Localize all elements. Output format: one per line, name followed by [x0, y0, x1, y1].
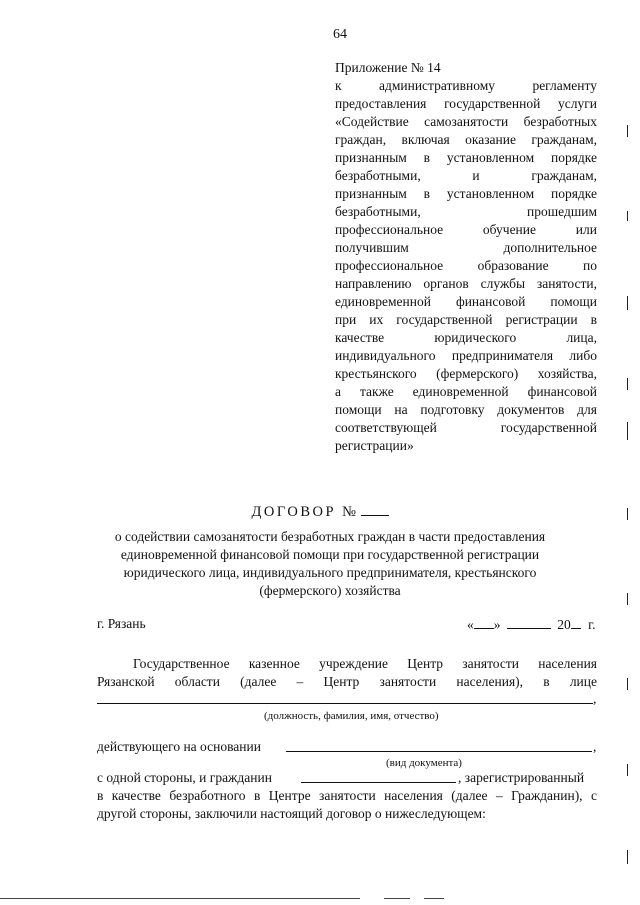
appendix-line: единовременной финансовой помощи: [335, 294, 597, 309]
day-blank: [474, 615, 494, 629]
subject-line: о содействии самозанятости безработных граждан в части предоставления: [114, 529, 546, 544]
year-blank: [571, 615, 581, 629]
appendix-line: направлению органов службы занятости,: [335, 276, 597, 291]
contract-subject: [80, 528, 580, 600]
scan-margin-mark: [627, 764, 628, 776]
scan-margin-mark: [627, 508, 628, 520]
scan-margin-mark: [627, 125, 628, 137]
citizen-name-fill-line: [301, 782, 456, 783]
contract-title-text: ДОГОВОР №: [251, 504, 359, 520]
comma: ,: [593, 691, 597, 706]
appendix-line: крестьянского (фермерского) хозяйства,: [335, 366, 597, 381]
page-number: 64: [333, 27, 347, 42]
body-line-1: Государственное казенное учреждение Центр занятости населения: [133, 656, 597, 671]
year-suffix: г.: [588, 617, 596, 632]
subject-line: юридического лица, индивидуального предпринимателя, крестьянского: [123, 565, 537, 580]
appendix-line: при их государственной регистрации в: [335, 312, 597, 327]
appendix-line: соответствующей государственной: [335, 420, 597, 435]
contract-city: г. Рязань: [97, 616, 146, 631]
appendix-line: признанным в установленном порядке: [335, 150, 597, 165]
month-blank: [507, 615, 551, 629]
body-line-5: в качестве безработного в Центре занятости населения (далее – Гражданин), с: [97, 788, 597, 803]
contract-head: [0, 501, 640, 521]
scan-margin-mark: [627, 378, 628, 390]
appendix-line: безработными, и гражданам,: [335, 168, 597, 183]
appendix-line: а также единовременной финансовой: [335, 384, 597, 399]
scan-margin-mark: [627, 296, 628, 310]
scan-margin-mark: [627, 422, 628, 440]
appendix-line: предоставления государственной услуги: [335, 96, 597, 111]
body-line-2: Рязанской области (далее – Центр занятости населения), в лице: [97, 674, 597, 689]
scan-margin-mark: [627, 211, 628, 221]
representative-fill-line: [97, 703, 593, 704]
appendix-line: к административному регламенту: [335, 78, 597, 93]
body-line-6: другой стороны, заключили настоящий договор о нижеследующем:: [97, 806, 486, 821]
scan-bottom-rule: [424, 898, 444, 899]
appendix-line: профессиональное образование по: [335, 258, 597, 273]
appendix-line: граждан, включая оказание гражданам,: [335, 132, 597, 147]
comma: ,: [593, 739, 597, 754]
acting-basis-fill-line: [286, 751, 592, 752]
appendix-line: получившим дополнительное: [335, 240, 597, 255]
appendix-line: признанным в установленном порядке: [335, 186, 597, 201]
appendix-line: профессиональное обучение или: [335, 222, 597, 237]
citizen-suffix: , зарегистрированный: [458, 770, 585, 785]
contract-number-blank: [361, 501, 389, 516]
subject-line: единовременной финансовой помощи при государственной регистрации: [120, 547, 540, 562]
scan-margin-mark: [627, 678, 628, 690]
subject-line: (фермерского) хозяйства: [259, 583, 401, 598]
appendix-line: «Содействие самозанятости безработных: [335, 114, 597, 129]
appendix-line: регистрации»: [335, 438, 414, 453]
appendix-line: индивидуального предпринимателя либо: [335, 348, 597, 363]
appendix-block: [335, 59, 597, 455]
scan-margin-mark: [627, 850, 628, 864]
contract-title: [251, 504, 388, 520]
citizen-prefix: с одной стороны, и гражданин: [97, 770, 272, 785]
document-type-hint: (вид документа): [386, 757, 462, 769]
year-prefix: 20: [557, 617, 571, 632]
appendix-title: Приложение № 14: [335, 60, 441, 75]
appendix-line: безработными, прошедшим: [335, 204, 597, 219]
scan-margin-mark: [627, 593, 628, 605]
scan-bottom-rule: [384, 898, 410, 899]
contract-date: [467, 615, 596, 634]
representative-hint: (должность, фамилия, имя, отчество): [264, 710, 439, 722]
appendix-line: качестве юридического лица,: [335, 330, 597, 345]
date-close-quote: »: [493, 617, 501, 632]
date-open-quote: «: [467, 617, 474, 632]
appendix-line: помощи на подготовку документов для: [335, 402, 597, 417]
acting-basis-label: действующего на основании: [97, 739, 261, 754]
scan-bottom-rule: [0, 898, 360, 899]
